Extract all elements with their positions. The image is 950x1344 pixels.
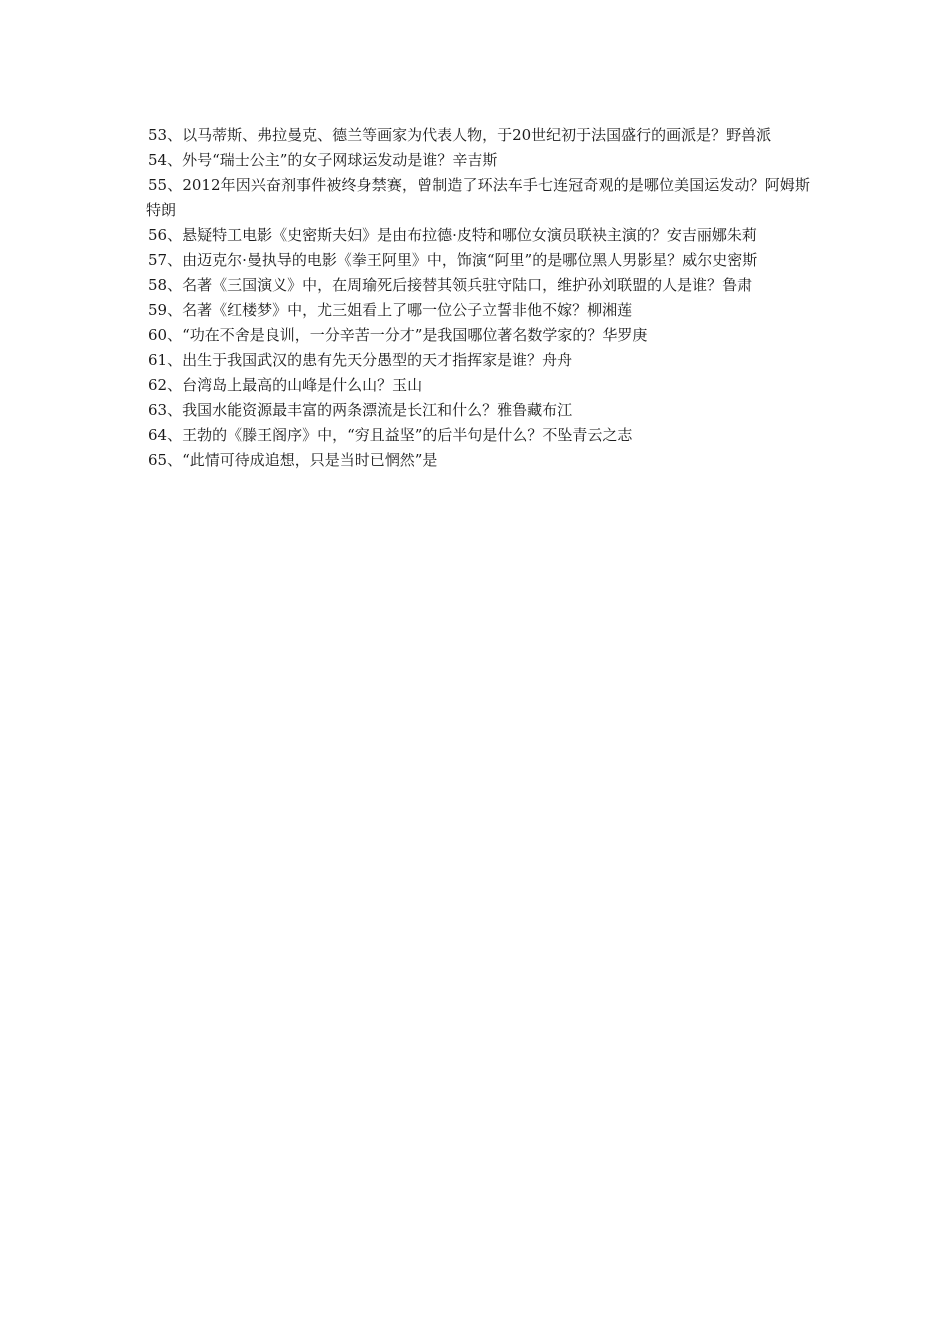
- question-item: 64、王勃的《滕王阁序》中，“穷且益坚”的后半句是什么？不坠青云之志: [148, 426, 633, 444]
- question-item: 58、名著《三国演义》中，在周瑜死后接替其领兵驻守陆口，维护孙刘联盟的人是谁？鲁肃: [148, 276, 753, 294]
- question-item: 61、出生于我国武汉的患有先天分愚型的天才指挥家是谁？舟舟: [148, 351, 573, 369]
- question-item: 60、“功在不舍是良训，一分辛苦一分才”是我国哪位著名数学家的？华罗庚: [148, 326, 648, 344]
- question-item: 53、以马蒂斯、弗拉曼克、德兰等画家为代表人物，于20世纪初于法国盛行的画派是？野兽派: [148, 126, 772, 144]
- question-item: 55、2012年因兴奋剂事件被终身禁赛，曾制造了环法车手七连冠奇观的是哪位美国运发动？阿姆斯特朗: [146, 176, 810, 219]
- question-item: 59、名著《红楼梦》中，尤三姐看上了哪一位公子立誓非他不嫁？柳湘莲: [148, 301, 633, 319]
- document-body: [146, 123, 810, 473]
- question-item: 65、“此情可待成追想，只是当时已惘然”是: [148, 451, 438, 469]
- question-item: 56、悬疑特工电影《史密斯夫妇》是由布拉德·皮特和哪位女演员联袂主演的？安吉丽娜朱莉: [148, 226, 757, 244]
- question-item: 57、由迈克尔·曼执导的电影《拳王阿里》中，饰演“阿里”的是哪位黑人男影星？威尔史密斯: [148, 251, 758, 269]
- question-item: 62、台湾岛上最高的山峰是什么山？玉山: [148, 376, 423, 394]
- question-item: 54、外号“瑞士公主”的女子网球运发动是谁？辛吉斯: [148, 151, 498, 169]
- question-item: 63、我国水能资源最丰富的两条漂流是长江和什么？雅鲁藏布江: [148, 401, 573, 419]
